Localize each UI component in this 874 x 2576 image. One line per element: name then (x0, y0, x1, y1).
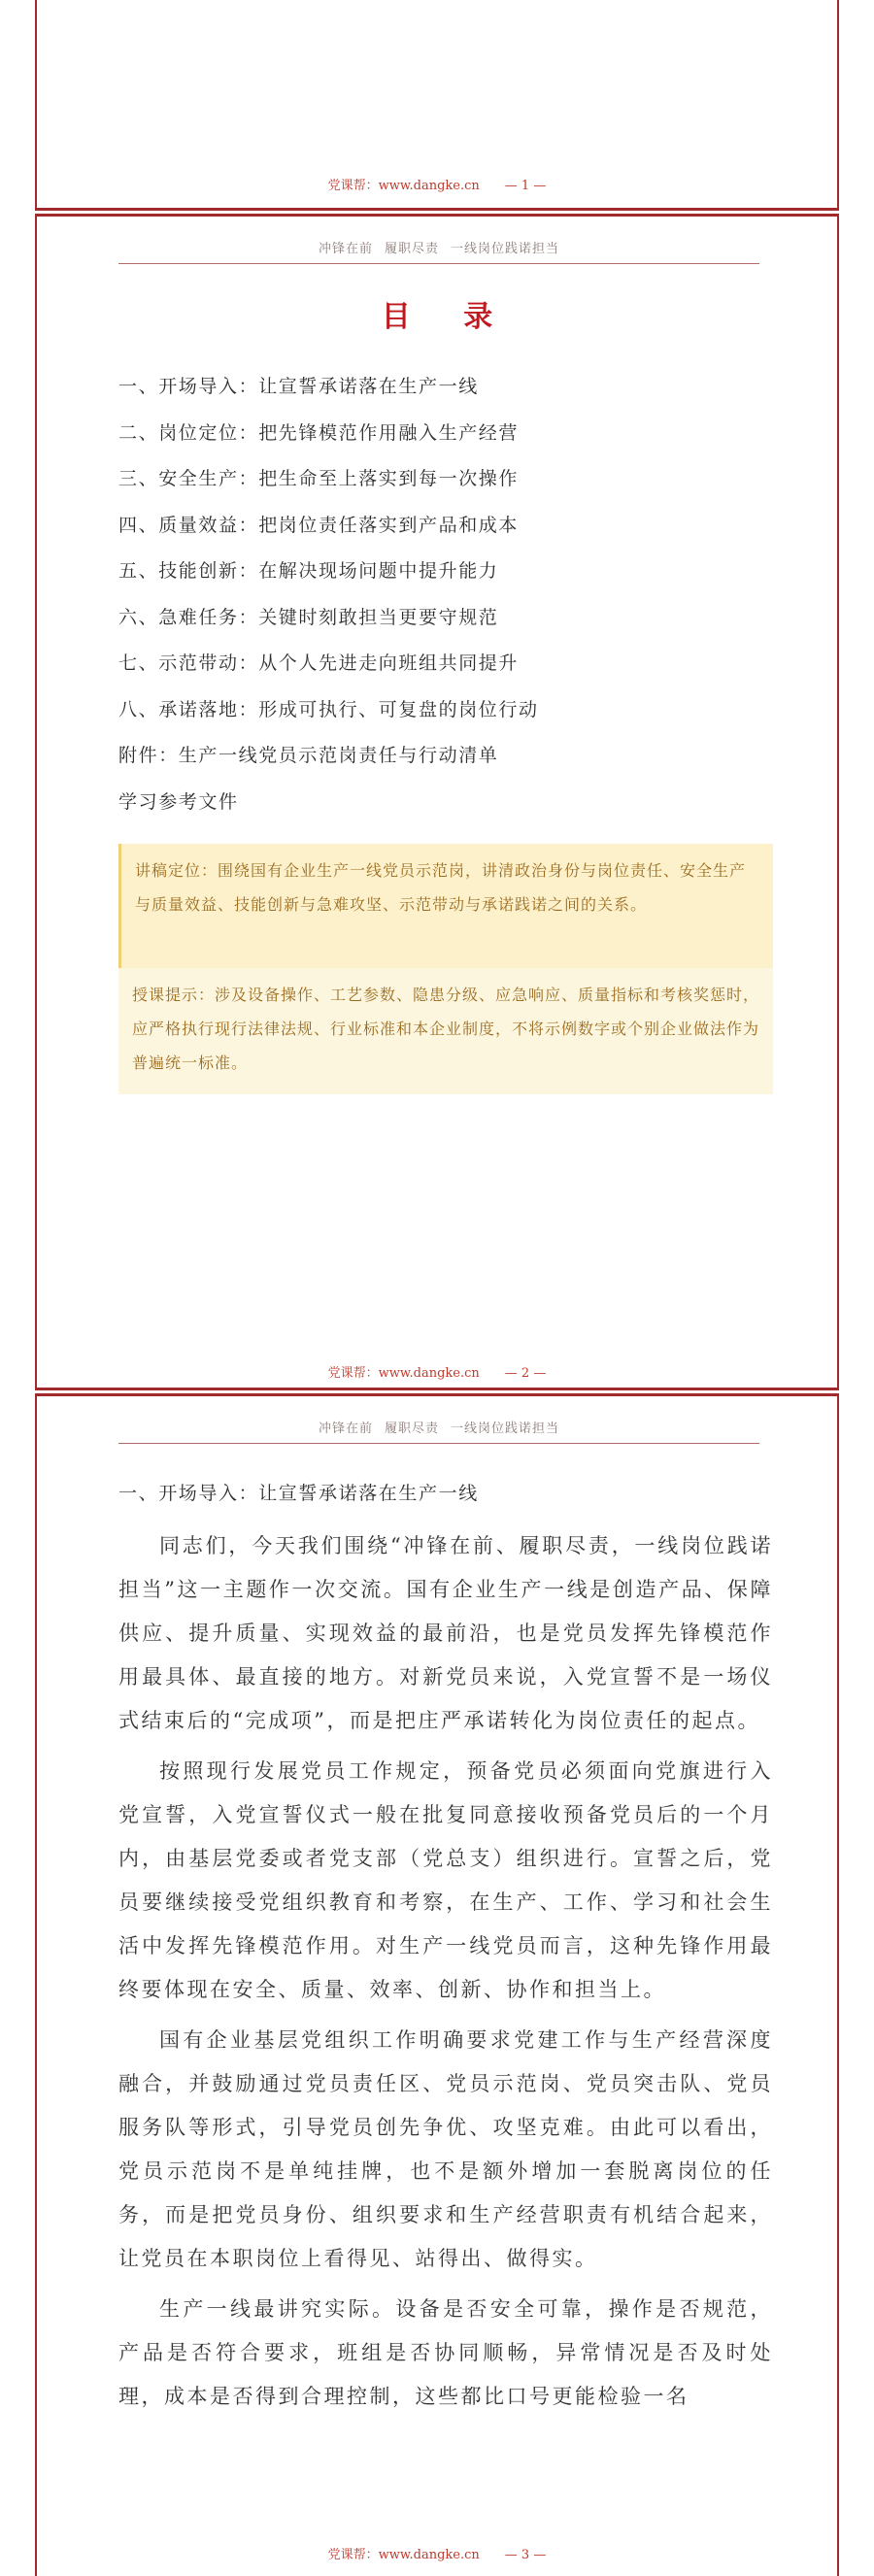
toc-item[interactable]: 二、岗位定位：把先锋模范作用融入生产经营 (118, 421, 520, 444)
page-footer (37, 1362, 837, 1381)
toc-title: 目 录 (381, 300, 515, 334)
footer-site: 党课帮：www.dangke.cn (327, 1366, 480, 1381)
header-right: 一线岗位践诺担当 (451, 242, 560, 256)
footer-site: 党课帮：www.dangke.cn (327, 2548, 480, 2562)
toc-item[interactable]: 一、开场导入：让宣誓承诺落在生产一线 (118, 376, 479, 397)
teaching-tip-note: 授课提示：涉及设备操作、工艺参数、隐患分级、应急响应、质量指标和考核奖惩时，应严格执行现行法律法规、行业标准和本企业制度，不将示例数字或个别企业做法作为普遍统一标准。 (118, 968, 773, 1094)
toc-item[interactable]: 七、示范带动：从个人先进走向班组共同提升 (118, 652, 520, 674)
footer-site: 党课帮：www.dangke.cn (327, 179, 480, 193)
section-heading: 一、开场导入：让宣誓承诺落在生产一线 (118, 1483, 479, 1504)
page-footer (37, 175, 837, 193)
toc-item[interactable]: 四、质量效益：把岗位责任落实到产品和成本 (118, 514, 520, 536)
section-body (118, 1524, 773, 2425)
toc-item[interactable]: 八、承诺落地：形成可执行、可复盘的岗位行动 (118, 698, 539, 720)
header-right: 一线岗位践诺担当 (451, 1422, 560, 1436)
toc-item[interactable]: 附件：生产一线党员示范岗责任与行动清单 (118, 745, 499, 766)
running-header (118, 238, 759, 264)
header-middle: 履职尽责 (384, 1422, 439, 1436)
footer-page-number: — 1 — (504, 179, 547, 193)
toc-item[interactable]: 六、急难任务：关键时刻敢担当更要守规范 (118, 606, 499, 628)
header-left: 冲锋在前 (318, 242, 373, 256)
toc-list (118, 364, 759, 825)
body-paragraph: 国有企业基层党组织工作明确要求党建工作与生产经营深度融合，并鼓励通过党员责任区、党员示范岗、党员突击队、党员服务队等形式，引导党员创先争优、攻坚克难。由此可以看出，党员示范岗不是单纯挂牌，也不是额外增加一套脱离岗位的任务，而是把党员身份、组织要求和生产经营职责有机结合起来，让党员在本职岗位上看得见、站得出、做得实。 (118, 2028, 773, 2270)
footer-page-number: — 2 — (504, 1366, 547, 1381)
body-paragraph: 按照现行发展党员工作规定，预备党员必须面向党旗进行入党宣誓，入党宣誓仪式一般在批复同意接收预备党员后的一个月内，由基层党委或者党支部（党总支）组织进行。宣誓之后，党员要继续接受党组织教育和考察，在生产、工作、学习和社会生活中发挥先锋模范作用。对生产一线党员而言，这种先锋作用最终要体现在安全、质量、效率、创新、协作和担当上。 (118, 1759, 773, 2001)
running-header (118, 1418, 759, 1444)
page-1 (35, 0, 839, 211)
toc-item[interactable]: 三、安全生产：把生命至上落实到每一次操作 (118, 468, 520, 489)
page-2 (35, 214, 839, 1390)
header-middle: 履职尽责 (384, 242, 439, 256)
body-paragraph: 同志们，今天我们围绕“冲锋在前、履职尽责，一线岗位践诺担当”这一主题作一次交流。国有企业生产一线是创造产品、保障供应、提升质量、实现效益的最前沿，也是党员发挥先锋模范作用最具体、最直接的地方。对新党员来说，入党宣誓不是一场仪式结束后的“完成项”，而是把庄严承诺转化为岗位责任的起点。 (118, 1534, 773, 1732)
positioning-note: 讲稿定位：围绕国有企业生产一线党员示范岗，讲清政治身份与岗位责任、安全生产与质量效益、技能创新与急难攻坚、示范带动与承诺践诺之间的关系。 (118, 844, 773, 968)
header-left: 冲锋在前 (318, 1422, 373, 1436)
page-3 (35, 1393, 839, 2576)
page-footer (37, 2544, 837, 2562)
footer-page-number: — 3 — (504, 2548, 547, 2562)
toc-item[interactable]: 学习参考文件 (118, 790, 239, 813)
body-paragraph: 生产一线最讲究实际。设备是否安全可靠，操作是否规范，产品是否符合要求，班组是否协同顺畅，异常情况是否及时处理，成本是否得到合理控制，这些都比口号更能检验一名 (118, 2297, 773, 2408)
toc-item[interactable]: 五、技能创新：在解决现场问题中提升能力 (118, 560, 499, 582)
